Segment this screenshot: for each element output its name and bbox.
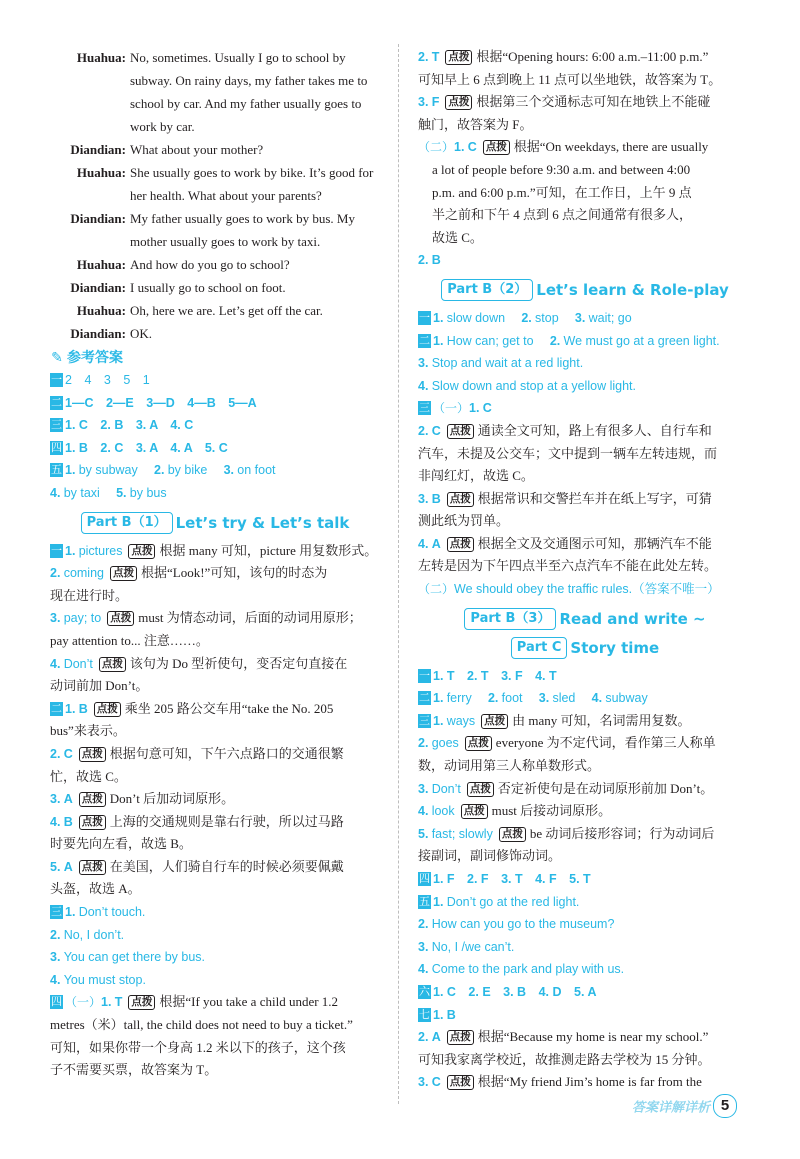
section-header-part-c: Part C Story time [418,637,752,659]
page-number: 5 [713,1094,737,1118]
answer-item-cont: 接副词，副词修饰动词。 [418,848,562,864]
pencil-icon: ✎ [51,350,63,366]
dialogue-line: Diandian: My father usually goes to work by bus. My [50,207,380,230]
page-footer [632,1094,737,1118]
footer-title: 答案详解详析 [632,1100,711,1116]
dialogue-line: Huahua: She usually goes to work by bike. It’s good for [50,161,380,184]
section-header-part-b1: Part B（1） Let’s try & Let’s talk [50,512,380,534]
answer-item: 3. B 点拨 根据常识和交警拦车并在纸上写字，可猜 [418,490,712,506]
answer-item: 5. A 点拨 在美国，人们骑自行车的时候必须要佩戴 [50,858,344,874]
answer-item: 3. Stop and wait at a red light. [418,356,584,371]
dialogue-line: mother usually goes to work by taxi. [130,234,321,249]
answer-item-cont: a lot of people before 9:30 a.m. and between 4:00 [432,161,691,177]
answer-item: 3. Don’t 点拨 否定祈使句是在动词原形前加 Don’t。 [418,780,714,796]
answer-item-cont: pay attention to... 注意……。 [50,632,209,648]
answer-item: 一 1. pictures 点拨 根据 many 可知，picture 用复数形式。 [51,542,378,558]
answer-item: 五 1. Don’t go at the red light. [419,894,580,909]
answer-item: 三 1. ways 点拨 由 many 可知，名词需用复数。 [419,712,691,728]
answer-item-cont: metres（米）tall, the child does not need to buy a ticket.” [50,1017,353,1033]
answer-item: 4. Don’t 点拨 该句为 Do 型祈使句，变否定句直接在 [50,655,348,671]
answer-line: 六 1. C 2. E 3. B 4. D 5. A [419,984,597,999]
answer-item-cont: 可知早上 6 点到晚上 11 点可以坐地铁，故答案为 T。 [418,71,722,87]
answer-item: 2. coming 点拨 根据“Look!”可知，该句的时态为 [50,565,328,581]
answer-item: 2. T 点拨 根据“Opening hours: 6:00 a.m.–11:00 p.m.” [418,49,709,64]
answer-item: 三 1. Don’t touch. [51,905,146,920]
speaker: Huahua: [76,257,126,272]
answer-item-cont: p.m. and 6:00 p.m.”可知，在工作日，上午 9 点 [432,184,692,200]
answer-item-cont: 可知，如果你带一个身高 1.2 米以下的孩子，这个孩 [50,1039,346,1055]
answer-item-cont: 时要先向左看，故选 B。 [50,836,192,852]
speaker: Diandian: [70,280,126,295]
answer-item: 4. Slow down and stop at a yellow light. [418,378,636,393]
answer-item-cont: 汽车，未提及公交车；文中提到一辆车左转违规，而 [418,445,718,461]
answer-line: 三 1. C 2. B 3. A 4. C [51,418,194,433]
dialogue-line: Diandian: What about your mother? [50,138,380,161]
answer-item: 3. A 点拨 Don’t 后加动词原形。 [50,791,235,807]
section-header-part-b2: Part B（2） Let’s learn & Role-play [418,279,752,301]
answer-item: 4. B 点拨 上海的交通规则是靠右行驶，所以过马路 [50,813,344,829]
answer-item: 2. How can you go to the museum? [418,917,615,932]
answer-line: 五 1. by subway 2. by bike 3. on foot [51,463,276,478]
speaker: Huahua: [76,303,126,318]
answer-item-cont: 忙，故选 C。 [50,768,127,784]
answer-item-cont: 现在进行时。 [50,587,129,603]
answer-line: 四 1. B 2. C 3. A 4. A 5. C [51,440,228,455]
answer-line: 二 1—C 2—E 3—D 4—B 5—A [51,395,257,410]
answer-item: 七 1. B [419,1007,456,1022]
answer-item: 2. C 点拨 通读全文可知，路上有很多人、自行车和 [418,422,712,438]
answer-item-cont: 动词前加 Don’t。 [50,678,149,694]
left-column [50,46,380,1082]
answer-line: 四 1. F 2. F 3. T 4. F 5. T [419,872,591,886]
answer-item-cont: 数，动词用第三人称单数形式。 [418,758,601,774]
answer-item: （二）We should obey the traffic rules.（答案不唯一） [418,582,720,597]
answer-item: 3. No, I /we can’t. [418,939,515,954]
dialogue-line: school by car. And my father usually goes to [130,96,362,111]
answer-item-cont: 触门，故答案为 F。 [418,116,533,132]
answer-item: 5. fast; slowly 点拨 be 动词后接形容词；行为动词后 [418,825,715,841]
dialogue-line: work by car. [130,119,195,134]
dialogue-line: Huahua: No, sometimes. Usually I go to school by [50,46,380,69]
speaker: Huahua: [76,165,126,180]
dialogue-line: Huahua: And how do you go to school? [50,253,380,276]
dialogue-line: Huahua: Oh, here we are. Let’s get off the car. [50,299,380,322]
answer-line: 二 1. How can; get to 2. We must go at a green light. [419,333,720,348]
answer-item: 4. look 点拨 must 后接动词原形。 [418,803,612,819]
answer-item: 3. F 点拨 根据第三个交通标志可知在地铁上不能碰 [418,94,711,110]
answer-line: 一 1. slow down 2. stop 3. wait; go [419,310,632,325]
answer-item-cont: 半之前和下午 4 点到 6 点之间通常有很多人， [432,207,693,223]
answer-item-cont: 子不需要买票，故答案为 T。 [50,1062,218,1078]
dialogue-line: Diandian: OK. [50,322,380,345]
right-column [418,46,752,1094]
answer-item-cont: bus”来表示。 [50,723,126,739]
answer-item-cont: 可知我家离学校近，故推测走路去学校为 15 分钟。 [418,1051,711,1067]
answer-item-cont: 故选 C。 [432,229,483,245]
speaker: Diandian: [70,326,126,341]
answer-item: 三 （一）1. C [419,401,492,416]
answer-item: 2. No, I don’t. [50,927,125,942]
answer-item-cont: 左转是因为下午四点半至六点汽车不能在此处左转。 [418,558,718,574]
answer-item: 2. C 点拨 根据句意可知，下午六点路口的交通很繁 [50,745,344,761]
answer-item: 3. You can get there by bus. [50,950,205,965]
speaker: Diandian: [70,142,126,157]
speaker: Huahua: [76,50,126,65]
answer-item: 二 1. B 点拨 乘坐 205 路公交车用“take the No. 205 [51,700,334,716]
answer-item: 4. Come to the park and play with us. [418,962,625,977]
answer-item: 4. You must stop. [50,972,146,987]
dialogue-line: subway. On rainy days, my father takes me to [130,73,368,88]
answer-item-cont: 头盔，故选 A。 [50,881,141,897]
answer-item: 4. A 点拨 根据全文及交通图示可知，那辆汽车不能 [418,535,712,551]
answer-item: 2. A 点拨 根据“Because my home is near my school.” [418,1029,709,1045]
answer-line: 一 2 4 3 5 1 [51,373,150,387]
answer-item: 3. C 点拨 根据“My friend Jim’s home is far from the [418,1074,702,1090]
dialogue-line: Diandian: I usually go to school on foot. [50,276,380,299]
dialogue [50,46,380,345]
answer-line: 4. by taxi 5. by bus [50,485,167,500]
answer-item: 2. goes 点拨 everyone 为不定代词，看作第三人称单 [418,735,716,751]
answer-item-cont: 测此纸为罚单。 [418,513,510,529]
answer-item: 2. B [418,253,441,268]
column-divider [398,44,399,1104]
answer-item: （二）1. C 点拨 根据“On weekdays, there are usually [418,139,709,155]
answer-line: 二 1. ferry 2. foot 3. sled 4. subway [419,691,648,706]
answer-item-cont: 非闯红灯，故选 C。 [418,468,534,484]
section-header-part-b3: Part B（3） Read and write ~ [418,608,752,630]
answer-item: 四 （一）1. T 点拨 根据“If you take a child under 1.2 [51,994,339,1010]
answer-item: 3. pay; to 点拨 must 为情态动词，后面的动词用原形； [50,610,362,626]
dialogue-line: her health. What about your parents? [130,188,322,203]
speaker: Diandian: [70,211,126,226]
reference-answers-title: ✎ 参考答案 [50,347,380,369]
answer-line: 一 1. T 2. T 3. F 4. T [419,668,557,683]
